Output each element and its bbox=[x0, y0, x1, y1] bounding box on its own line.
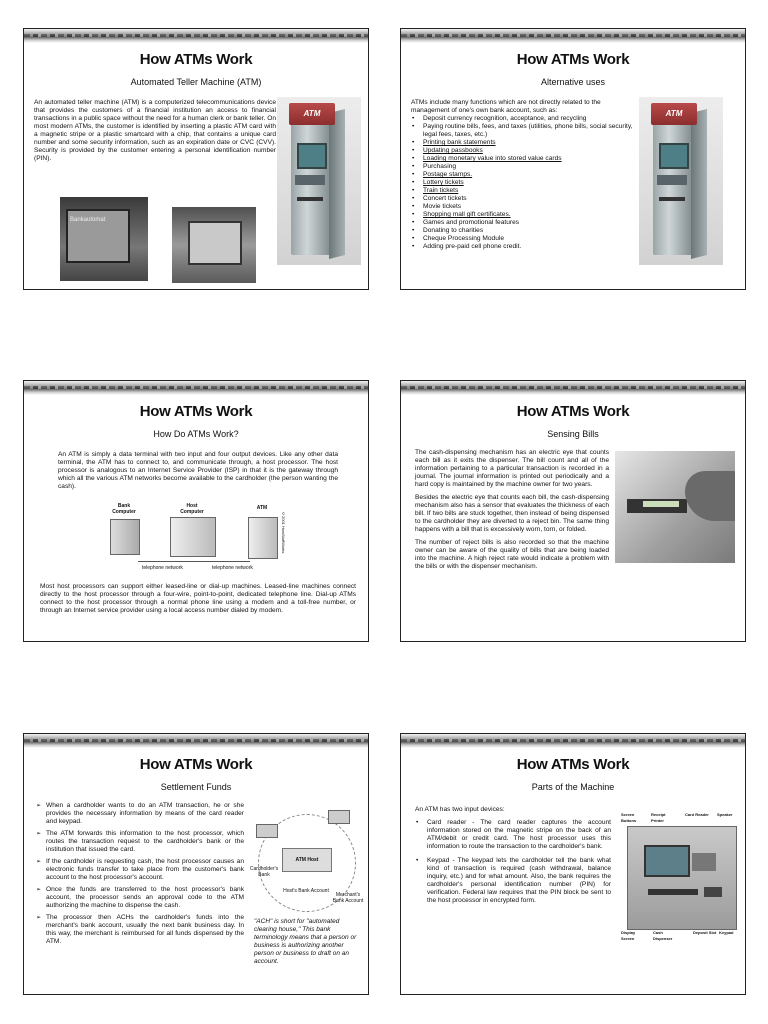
part-screen-buttons: Screen Buttons bbox=[621, 812, 637, 823]
telephone-network-label-1: telephone network bbox=[142, 565, 183, 571]
atm-parts-diagram bbox=[621, 812, 741, 948]
merchants-bank-account-node: Merchant's Bank Account bbox=[332, 892, 364, 904]
cash-dispenser-photo bbox=[615, 451, 735, 563]
list-item: • Concert tickets bbox=[419, 195, 633, 203]
part-receipt-printer: Receipt Printer bbox=[651, 812, 666, 823]
slide-body bbox=[415, 806, 611, 905]
slide-title: How ATMs Work bbox=[516, 756, 630, 773]
atm-kiosk-image bbox=[639, 97, 723, 265]
host-computer-label: Host Computer bbox=[180, 503, 204, 515]
slide-4 bbox=[400, 380, 746, 642]
photo-label: Bankautomat bbox=[70, 217, 106, 223]
intro-text: ATMs include many functions which are not directly related to the management of one's own bank account, such as: bbox=[411, 99, 601, 114]
list-item: • Games and promotional features bbox=[419, 219, 633, 227]
paragraph: The cash-dispensing mechanism has an electric eye that counts each bill as it exits the dispenser. The bill count and all of the information pertaining to a particular transaction is recorded in a journal. The journal information is printed out periodically and a hard copy is maintained by the machine owner for two years. bbox=[415, 449, 609, 488]
bank-computer-label: Bank Computer bbox=[112, 503, 136, 515]
part-speaker: Speaker bbox=[717, 812, 733, 817]
list-item: ➢ Once the funds are transferred to the host processor's bank account, the processor sends an approval code to the ATM authorizing the machine to dispense the cash. bbox=[36, 886, 244, 910]
slide-subtitle: Sensing Bills bbox=[547, 429, 599, 439]
list-item: • Paying routine bills, fees, and taxes (utilities, phone bills, social security, legal fees, taxes, etc.) bbox=[419, 123, 633, 139]
part-display-screen: Display Screen bbox=[621, 930, 636, 941]
list-item: ➢ When a cardholder wants to do an ATM transaction, he or she provides the necessary information by means of the card reader and keypad. bbox=[36, 802, 244, 826]
brush-stroke-header bbox=[24, 29, 368, 43]
bank-computer-icon bbox=[110, 519, 140, 555]
list-item: • Keypad - The keypad lets the cardholder tell the bank what kind of transaction is required (cash withdrawal, balance inquiry, etc.) and for what amount. Also, the bank requires the cardholder's personal identification number (PIN) for verification. Federal law requires that the PIN block be sent to the host processor in encrypted form. bbox=[423, 857, 611, 905]
slide-1 bbox=[23, 28, 369, 290]
part-card-reader: Card Reader bbox=[685, 812, 709, 817]
atm-host-node: ATM Host bbox=[282, 848, 332, 872]
atm-machine-icon bbox=[248, 517, 278, 559]
slide-title: How ATMs Work bbox=[516, 403, 630, 420]
atm-front-illustration bbox=[627, 826, 737, 930]
host-computer-icon bbox=[170, 517, 216, 557]
hosts-bank-account-node: Host's Bank Account bbox=[283, 888, 329, 894]
slide-paragraph-1: An ATM is simply a data terminal with two input and four output devices. Like any other data terminal, the ATM has to connect to, and communicate through, a host processor. The host processor is analogous to an Internet Service Provider (ISP) in that it is the gateway through which all the various ATM networks become available to the cardholder (the person wanting the cash). bbox=[58, 451, 338, 490]
network-diagram bbox=[100, 503, 294, 579]
atm-label: ATM bbox=[256, 505, 268, 511]
slide-body bbox=[36, 802, 244, 950]
diagram-credit: ©2001 HowStuffWorks bbox=[281, 511, 286, 554]
list-item: • Printing bank statements bbox=[419, 139, 633, 147]
brush-stroke-header bbox=[401, 734, 745, 748]
brush-stroke-header bbox=[401, 29, 745, 43]
list-item: • Card reader - The card reader captures the account information stored on the magnetic stripe on the back of an ATM/debit or credit card. The host processor uses this information to route the transaction to the cardholder's bank. bbox=[423, 819, 611, 851]
brush-stroke-header bbox=[401, 381, 745, 395]
slide-subtitle: Settlement Funds bbox=[160, 782, 232, 792]
slide-title: How ATMs Work bbox=[139, 51, 253, 68]
list-item: ➢ The processor then ACHs the cardholder's funds into the merchant's bank account, usually the next bank business day. In this way, the merchant is reimbursed for all funds dispensed by the ATM. bbox=[36, 914, 244, 946]
atm-logo: ATM bbox=[651, 103, 697, 125]
slide-subtitle: Automated Teller Machine (ATM) bbox=[130, 77, 262, 87]
list-item: • Donating to charities bbox=[419, 227, 633, 235]
slide-5 bbox=[23, 733, 369, 995]
list-item: • Cheque Processing Module bbox=[419, 235, 633, 243]
slide-paragraph-2: Most host processors can support either leased-line or dial-up machines. Leased-line machines connect directly to the host processor through a four-wire, point-to-point, dedicated telephone line. Dial-up ATMs connect to the host processor through a normal phone line using a modem and a toll-free number, or through an Internet service provider using a local access number dialed by modem. bbox=[40, 583, 356, 614]
list-item: • Adding pre-paid cell phone credit. bbox=[419, 243, 633, 251]
slide-title: How ATMs Work bbox=[516, 51, 630, 68]
slide-subtitle: How Do ATMs Work? bbox=[153, 429, 239, 439]
cardholders-bank-node: Cardholder's Bank bbox=[249, 866, 279, 878]
atm-kiosk-image bbox=[277, 97, 361, 265]
slide-3 bbox=[23, 380, 369, 642]
bankautomat-photo bbox=[60, 197, 148, 281]
settlement-diagram bbox=[248, 804, 364, 916]
slide-title: How ATMs Work bbox=[139, 756, 253, 773]
list-item: • Deposit currency recognition, acceptance, and recycling bbox=[419, 115, 633, 123]
paragraph: The number of reject bills is also recorded so that the machine owner can be aware of the quality of bills that are being loaded into the machine. A high reject rate would indicate a problem with the bills or with the dispenser mechanism. bbox=[415, 539, 609, 570]
intro-text: An ATM has two input devices: bbox=[415, 806, 505, 813]
atm-logo: ATM bbox=[289, 103, 335, 125]
slide-2 bbox=[400, 28, 746, 290]
list-item: • Train tickets bbox=[419, 187, 633, 195]
slide-subtitle: Alternative uses bbox=[540, 77, 606, 87]
slide-paragraph: An automated teller machine (ATM) is a computerized telecommunications device that provides the customers of a financial institution an access to financial transactions in a public space without the need for a human clerk or bank teller. On most modern ATMs, the customer is identified by inserting a plastic ATM card with a magnetic stripe or a plastic smartcard with a chip, that contains a unique card number and some security information, such as an expiration date or CVC (CVV). Security is provided by the customer entering a personal identification number (PIN). bbox=[34, 99, 276, 162]
slide-body bbox=[415, 449, 609, 576]
settlement-steps-list bbox=[36, 802, 244, 946]
part-deposit-slot: Deposit Slot bbox=[693, 930, 717, 935]
list-item: • Updating passbooks bbox=[419, 147, 633, 155]
list-item: • Shopping mall gift certificates. bbox=[419, 211, 633, 219]
part-keypad: Keypad bbox=[719, 930, 734, 935]
list-item: • Postage stamps. bbox=[419, 171, 633, 179]
uses-list bbox=[411, 115, 633, 251]
brush-stroke-header bbox=[24, 381, 368, 395]
slide-subtitle: Parts of the Machine bbox=[531, 782, 615, 792]
part-cash-dispenser: Cash Dispenser bbox=[653, 930, 673, 941]
list-item: • Movie tickets bbox=[419, 203, 633, 211]
slide-body bbox=[411, 99, 633, 251]
brush-stroke-header bbox=[24, 734, 368, 748]
list-item: • Purchasing bbox=[419, 163, 633, 171]
slide-title: How ATMs Work bbox=[139, 403, 253, 420]
list-item: • Lottery tickets bbox=[419, 179, 633, 187]
list-item: ➢ If the cardholder is requesting cash, the host processor causes an electronic funds transfer to take place from the customer's bank account to the host processor's account. bbox=[36, 858, 244, 882]
paragraph: Besides the electric eye that counts each bill, the cash-dispensing mechanism also has a sensor that evaluates the thickness of each bill. If two bills are stuck together, then instead of being dispensed to the cardholder they are diverted to a reject bin. The same thing happens with a bill that is excessively worn, torn, or folded. bbox=[415, 494, 609, 533]
ach-caption: "ACH" is short for "automated clearing house," This bank terminology means that a person or business is authorizing another person or business to draft on an account. bbox=[254, 918, 357, 965]
slide-6 bbox=[400, 733, 746, 995]
list-item: • Loading monetary value into stored value cards bbox=[419, 155, 633, 163]
input-devices-list bbox=[415, 819, 611, 905]
list-item: ➢ The ATM forwards this information to the host processor, which routes the transaction request to the cardholder's bank or the institution that issued the card. bbox=[36, 830, 244, 854]
telephone-network-label-2: telephone network bbox=[212, 565, 253, 571]
atm-wall-photo bbox=[172, 207, 256, 283]
